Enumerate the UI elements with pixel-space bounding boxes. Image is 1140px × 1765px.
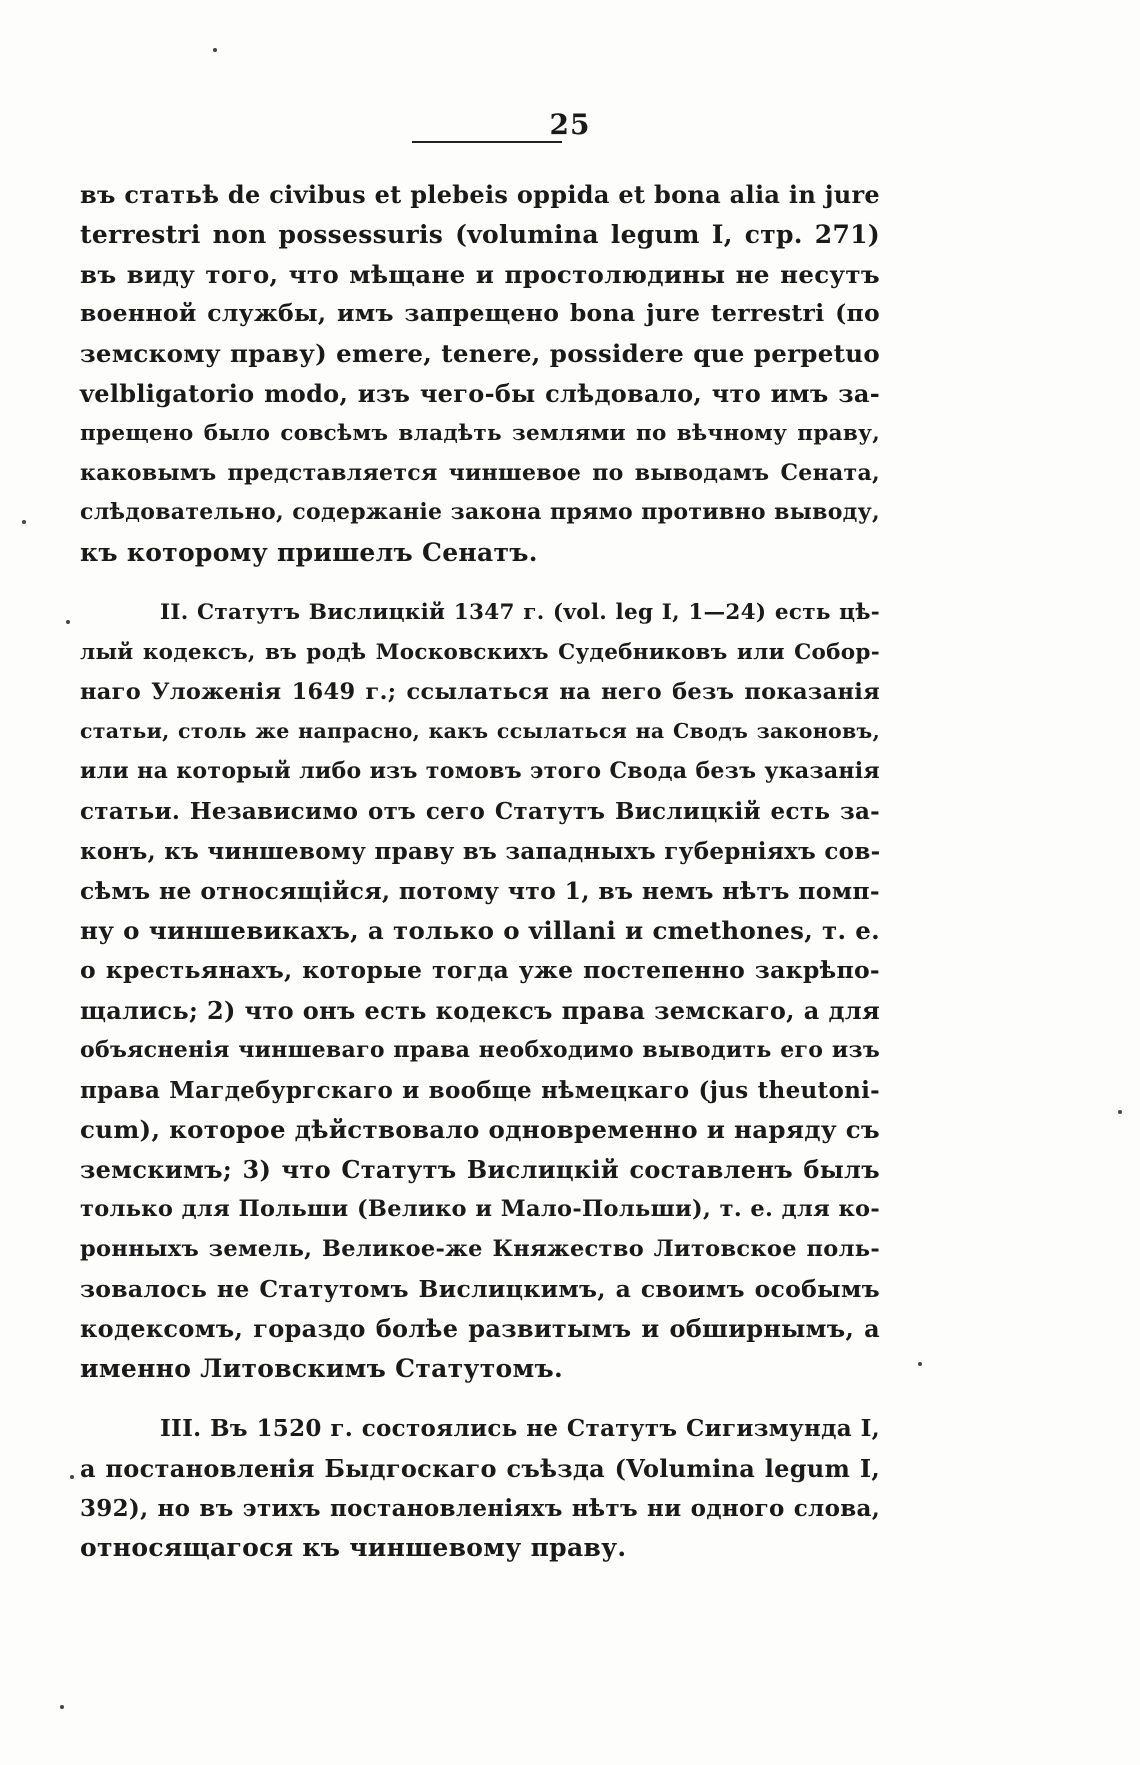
- text-line: слѣдовательно, содержаніе закона прямо противно выводу,: [80, 499, 880, 526]
- text-line: velbligatorio modo, изъ чего-бы слѣдовало, что имъ за-: [80, 378, 880, 408]
- text-line: статьи. Независимо отъ сего Статутъ Вислицкій есть за-: [80, 797, 880, 825]
- scan-speck: [70, 1475, 74, 1479]
- text-line: а постановленія Быдгоскаго съѣзда (Volumina legum I,: [80, 1453, 880, 1483]
- text-line: terrestri non possessuris (volumina legum I, стр. 271): [80, 219, 880, 249]
- text-line: статьи, столь же напрасно, какъ ссылаться на Сводъ законовъ,: [80, 719, 880, 744]
- text-line: въ статьѣ de civibus et plebeis oppida et bona alia in jure: [80, 180, 880, 209]
- scan-speck: [66, 620, 70, 624]
- text-line: о крестьянахъ, которые тогда уже постепенно закрѣпо-: [80, 956, 880, 985]
- text-line: каковымъ представляется чиншевое по выводамъ Сената,: [80, 459, 880, 486]
- text-line: щались; 2) что онъ есть кодексъ права земскаго, а для: [80, 995, 880, 1025]
- text-line: именно Литовскимъ Статутомъ.: [80, 1354, 563, 1384]
- text-line: зовалось не Статутомъ Вислицкимъ, а своимъ особымъ: [80, 1274, 880, 1303]
- text-line: II. Статутъ Вислицкій 1347 г. (vol. leg I, 1—24) есть цѣ-: [160, 599, 880, 625]
- text-line: конъ, къ чиншевому праву въ западныхъ губерніяхъ сов-: [80, 837, 881, 865]
- text-line: кодексомъ, гораздо болѣе развитымъ и обширнымъ, а: [80, 1314, 880, 1344]
- header-rule: [412, 141, 562, 143]
- scan-speck: [918, 1362, 922, 1366]
- text-line: земскому праву) emere, tenere, possidere que perpetuo: [80, 339, 880, 369]
- text-line: ну о чиншевикахъ, а только о villani и cmethones, т. е.: [80, 916, 880, 946]
- text-line: прещено было совсѣмъ владѣть землями по вѣчному праву,: [80, 420, 880, 446]
- text-line: III. Въ 1520 г. состоялись не Статутъ Сигизмунда I,: [160, 1414, 880, 1442]
- text-line: ронныхъ земель, Великое-же Княжество Литовское поль-: [80, 1235, 880, 1262]
- paragraph-2: [80, 593, 880, 1389]
- scan-speck: [60, 1705, 64, 1709]
- text-line: 392), но въ этихъ постановленіяхъ нѣтъ ни одного слова,: [80, 1494, 880, 1522]
- text-line: наго Уложенія 1649 г.; ссылаться на него безъ показанія: [80, 678, 880, 705]
- text-line: только для Польши (Велико и Мало-Польши), т. е. для ко-: [80, 1195, 880, 1222]
- text-line: въ виду того, что мѣщане и простолюдины не несутъ: [80, 259, 880, 289]
- text-line: военной службы, имъ запрещено bona jure terrestri (по: [80, 299, 880, 328]
- text-line: къ которому пришелъ Сенатъ.: [80, 538, 538, 568]
- scan-speck: [1118, 1110, 1122, 1114]
- scan-speck: [22, 520, 26, 524]
- text-line: права Магдебургскаго и вообще нѣмецкаго (jus theutoni-: [80, 1076, 880, 1104]
- text-line: сѣмъ не относящійся, потому что 1, въ немъ нѣтъ помп-: [80, 876, 880, 905]
- body-text: [80, 175, 880, 1568]
- text-line: или на который либо изъ томовъ этого Свода безъ указанія: [80, 758, 880, 785]
- text-line: относящагося къ чиншевому праву.: [80, 1533, 627, 1563]
- text-line: объясненія чиншеваго права необходимо выводить его изъ: [80, 1036, 880, 1063]
- text-line: земскимъ; 3) что Статутъ Вислицкій составленъ былъ: [80, 1155, 880, 1185]
- text-line: лый кодексъ, въ родѣ Московскихъ Судебниковъ или Собор-: [80, 639, 880, 665]
- paragraph-1: [80, 175, 880, 573]
- scan-speck: [213, 48, 217, 52]
- text-line: cum), которое дѣйствовало одновременно и наряду съ: [80, 1115, 880, 1145]
- paragraph-3: [80, 1409, 880, 1568]
- page-number: 25: [549, 108, 591, 141]
